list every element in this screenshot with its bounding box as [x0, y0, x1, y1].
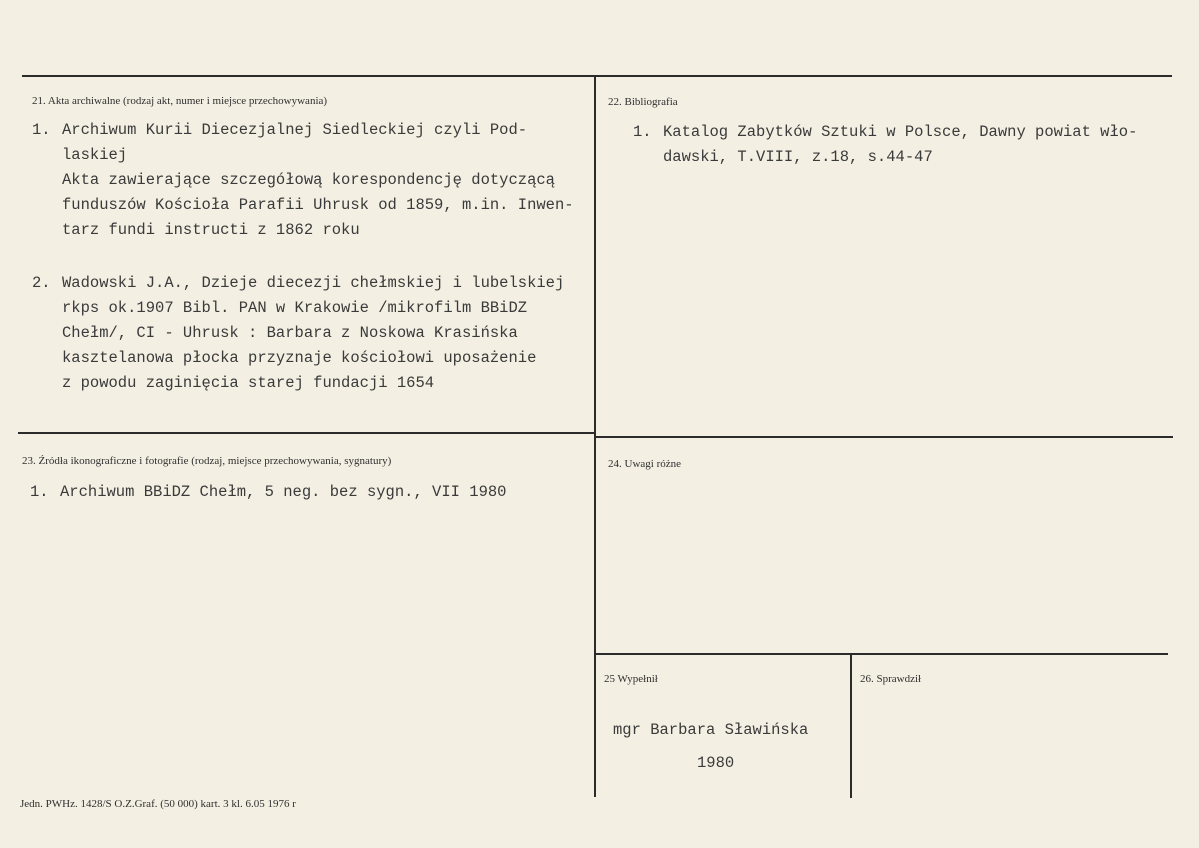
- entry-line: kasztelanowa płocka przyznaje kościołowi uposażenie: [62, 349, 537, 367]
- entry-line: rkps ok.1907 Bibl. PAN w Krakowie /mikrofilm BBiDZ: [62, 299, 528, 317]
- entry-line: z powodu zaginięcia starej fundacji 1654: [62, 374, 435, 392]
- section-24-label: 24. Uwagi różne: [608, 458, 682, 470]
- entry-line: Chełm/, CI - Uhrusk : Barbara z Noskowa Krasińska: [62, 324, 518, 342]
- filled-by-name: mgr Barbara Sławińska: [613, 721, 809, 739]
- section-21-label: 21. Akta archiwalne (rodzaj akt, numer i miejsce przechowywania): [32, 95, 328, 107]
- entry-line: laskiej: [62, 146, 128, 164]
- entry-line: tarz fundi instructi z 1862 roku: [62, 221, 360, 239]
- entry-line: Archiwum Kurii Diecezjalnej Siedleckiej czyli Pod-: [62, 121, 528, 139]
- entry-number: 1.: [30, 483, 49, 501]
- entry-line: funduszów Kościoła Parafii Uhrusk od 1859, m.in. Inwen-: [62, 196, 574, 214]
- entry-line: dawski, T.VIII, z.18, s.44-47: [663, 148, 933, 166]
- entry-line: Wadowski J.A., Dzieje diecezji chełmskiej i lubelskiej: [62, 274, 565, 292]
- entry-number: 1.: [633, 123, 652, 141]
- section-22-label: 22. Bibliografia: [608, 96, 678, 108]
- section-25-label: 25 Wypełnił: [604, 673, 658, 685]
- print-footer: Jedn. PWHz. 1428/S O.Z.Graf. (50 000) kart. 3 kl. 6.05 1976 r: [20, 798, 296, 810]
- entry-line: Archiwum BBiDZ Chełm, 5 neg. bez sygn., VII 1980: [60, 483, 507, 501]
- entry-number: 1.: [32, 121, 51, 139]
- section-22-entry-1: [633, 120, 1173, 175]
- section-23-label: 23. Źródła ikonograficzne i fotografie (rodzaj, miejsce przechowywania, sygnatury): [22, 455, 392, 467]
- section-23-entry-1: [30, 480, 590, 508]
- section-21-entry-1: [32, 118, 602, 248]
- entry-line: Katalog Zabytków Sztuki w Polsce, Dawny powiat wło-: [663, 123, 1138, 141]
- filled-by-year: 1980: [697, 754, 735, 772]
- top-rule: [22, 75, 1172, 77]
- section-26-label: 26. Sprawdził: [860, 673, 922, 685]
- middle-rule-left: [18, 432, 596, 434]
- section-21-entry-2: [32, 271, 602, 401]
- entry-line: Akta zawierające szczegółową korespondencję dotyczącą: [62, 171, 555, 189]
- entry-number: 2.: [32, 274, 51, 292]
- middle-rule-right: [596, 436, 1173, 438]
- signature-divider: [850, 653, 852, 798]
- signature-rule: [596, 653, 1168, 655]
